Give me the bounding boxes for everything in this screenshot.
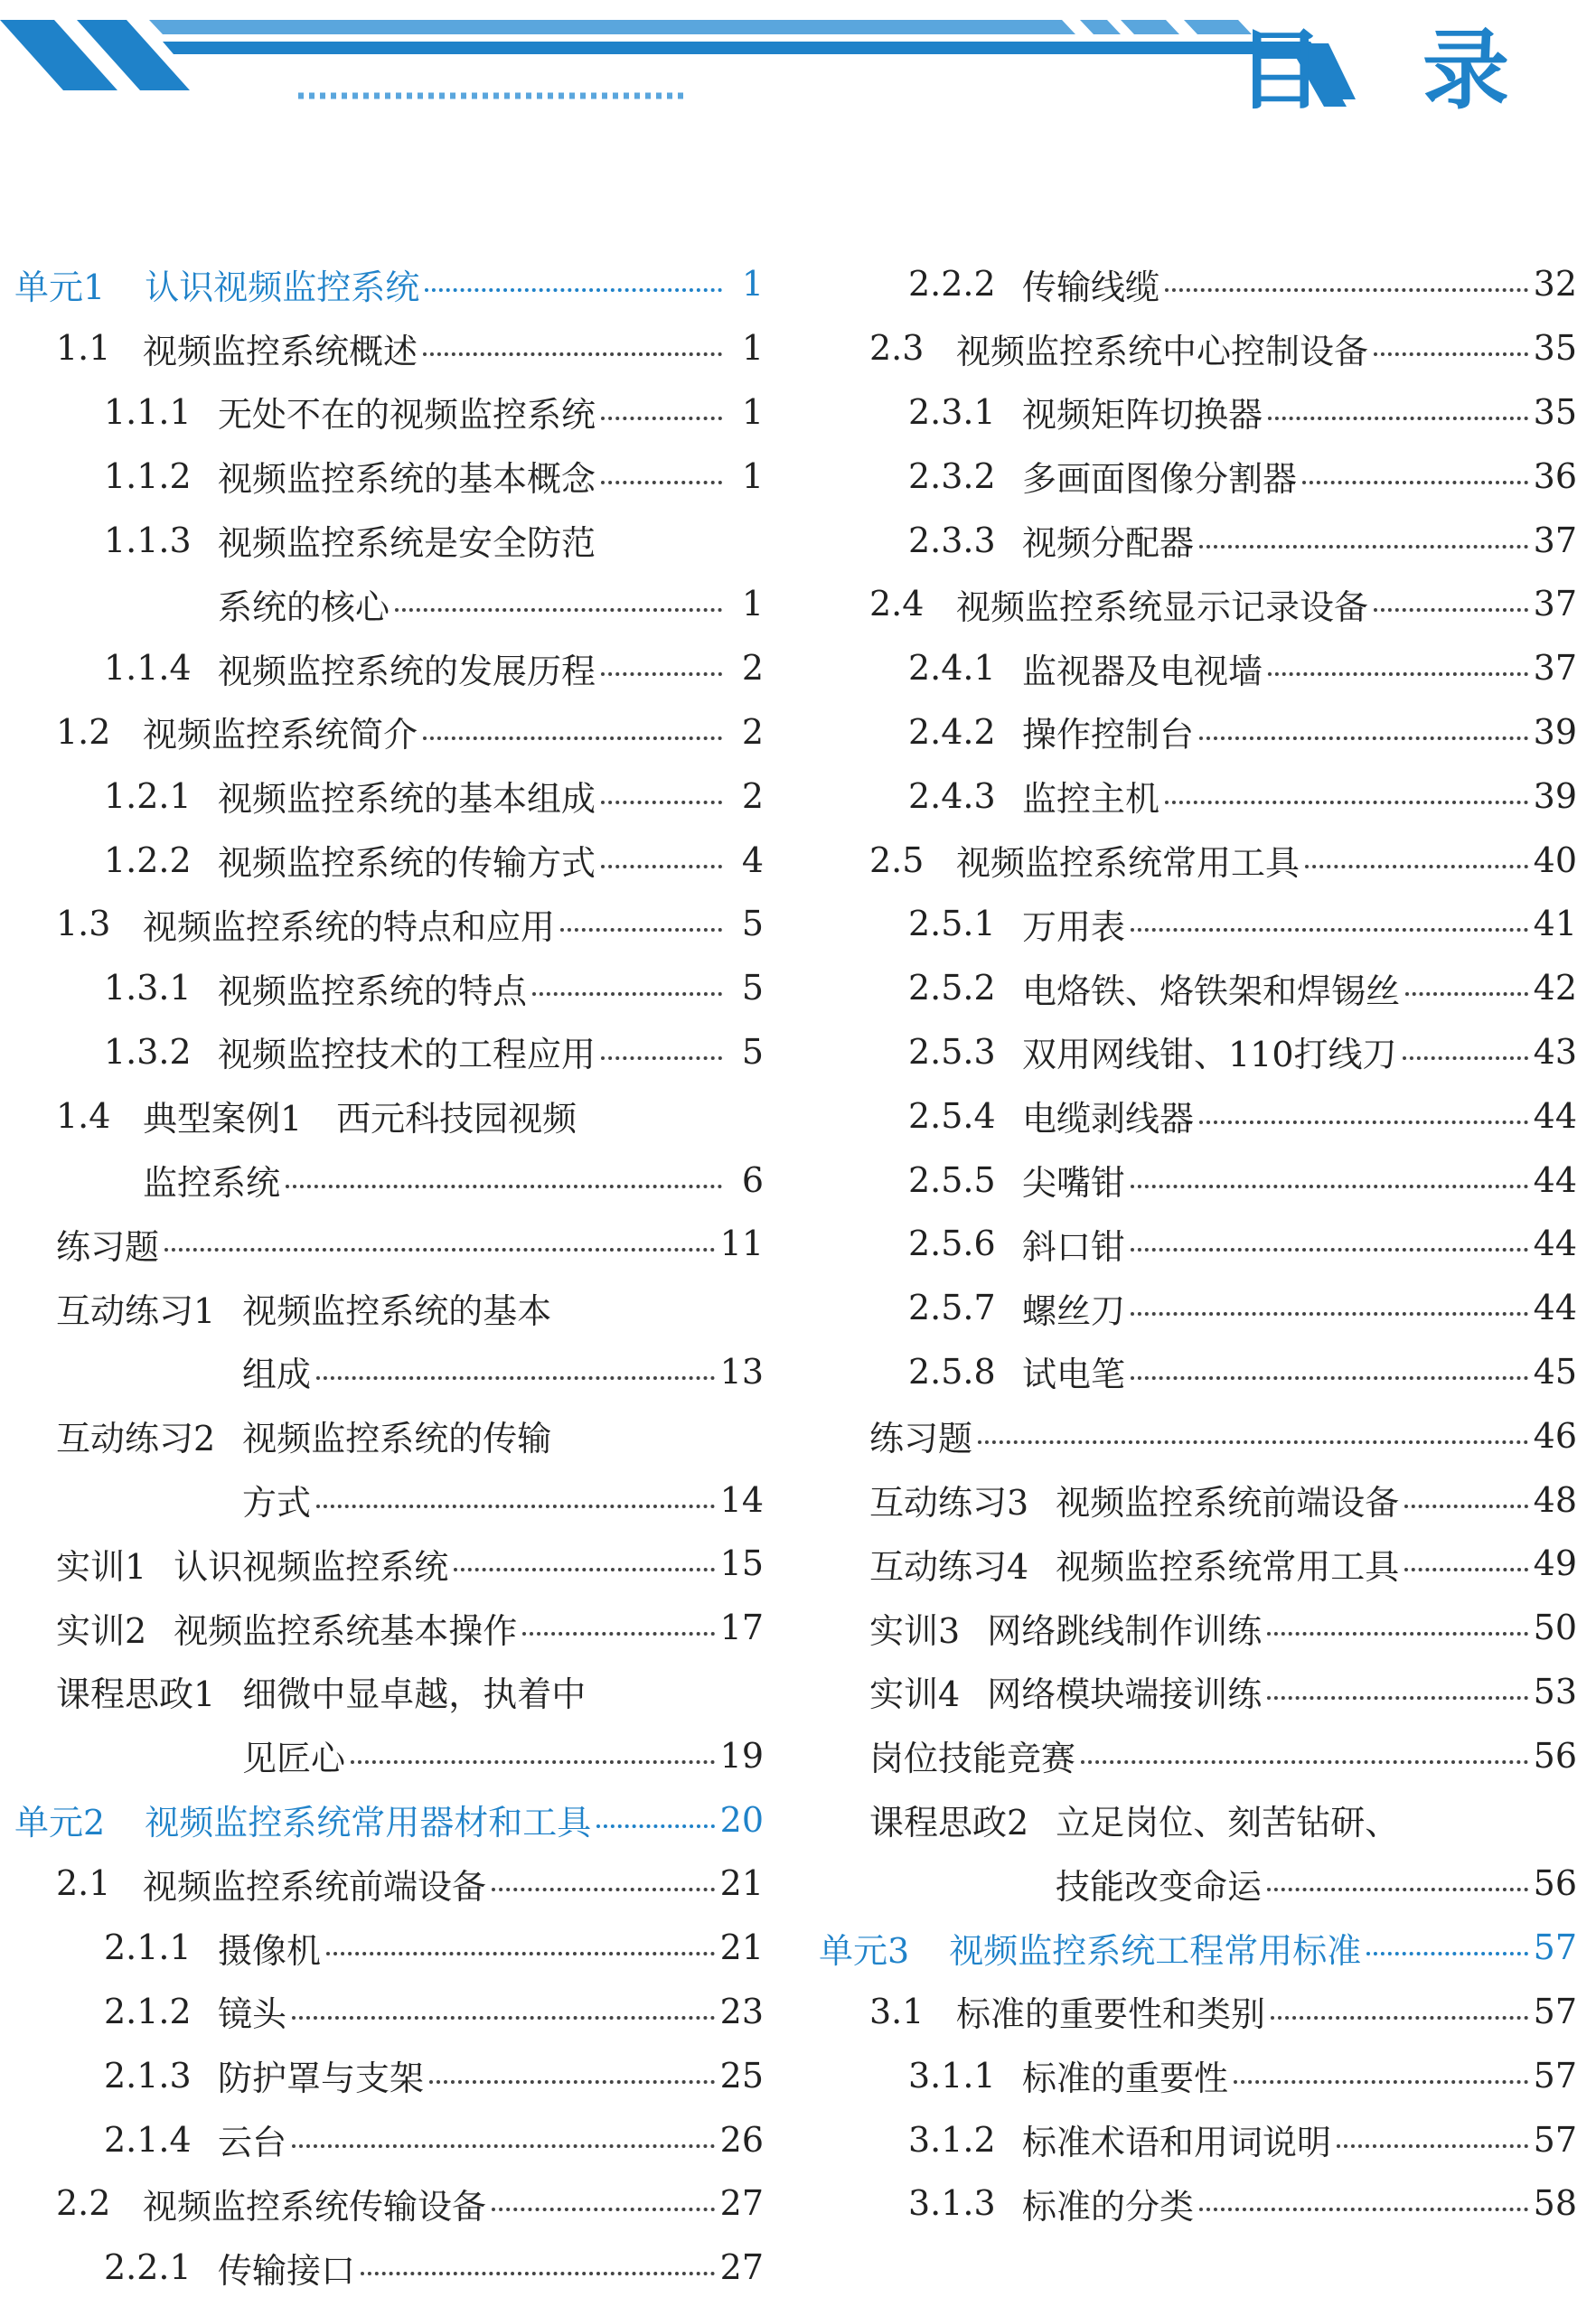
- toc-entry-title: 操作控制台: [1022, 715, 1195, 755]
- toc-entry-title: 螺丝刀: [1022, 1290, 1126, 1331]
- toc-entry-title: 视频监控系统显示记录设备: [956, 586, 1369, 627]
- dot-leader: [292, 2016, 715, 2020]
- toc-entry[interactable]: [804, 380, 1577, 445]
- toc-entry-page-number: 44: [1533, 1288, 1577, 1328]
- toc-entry-page-number: 39: [1533, 775, 1577, 816]
- toc-entry-page-number: 41: [1533, 904, 1577, 944]
- toc-entry-title: 视频监控系统的基本组成: [218, 779, 596, 820]
- dot-leader: [1267, 1696, 1527, 1700]
- toc-entry-title: 云台: [218, 2123, 287, 2162]
- toc-entry-page-number: 49: [1533, 1543, 1577, 1584]
- toc-entry[interactable]: [0, 1532, 764, 1596]
- toc-entry-title: 标准术语和用词说明: [1022, 2123, 1332, 2162]
- toc-entry-title: 视频监控系统的传输: [242, 1419, 552, 1459]
- toc-entry-title: 典型案例1 西元科技园视频: [143, 1099, 577, 1139]
- toc-entry[interactable]: [804, 700, 1577, 764]
- toc-entry-page-number: 21: [719, 1927, 764, 1968]
- toc-entry-title: 防护罩与支架: [218, 2058, 425, 2099]
- toc-entry-number: 2.5.4: [908, 1095, 996, 1136]
- toc-entry-number: 2.5.2: [908, 968, 996, 1008]
- toc-entry-page-number: 1: [741, 264, 764, 305]
- toc-entry[interactable]: [0, 828, 764, 892]
- toc-entry-page-number: 2: [741, 648, 764, 689]
- toc-entry-page-number: 57: [1533, 2119, 1577, 2160]
- dot-leader: [1268, 672, 1528, 676]
- toc-entry[interactable]: [0, 1852, 764, 1916]
- toc-entry-number: 1.3: [56, 904, 111, 944]
- toc-entry-number: 2.4.3: [908, 775, 996, 816]
- toc-entry[interactable]: [804, 892, 1577, 956]
- toc-entry-title: 视频分配器: [1022, 523, 1195, 564]
- toc-entry-title: 认识视频监控系统: [145, 267, 420, 307]
- toc-entry[interactable]: [0, 700, 764, 764]
- toc-entry-page-number: 27: [719, 2183, 764, 2224]
- toc-entry-page-number: 57: [1533, 1927, 1577, 1968]
- toc-entry-title: 电烙铁、烙铁架和焊锡丝: [1022, 971, 1401, 1011]
- toc-entry-title: 细微中显卓越，执着中: [242, 1674, 587, 1715]
- toc-entry-page-number: 50: [1533, 1608, 1577, 1648]
- toc-entry-number: 2.5.8: [908, 1351, 996, 1392]
- dot-leader: [1131, 928, 1528, 932]
- toc-entry-page-number: 42: [1533, 968, 1577, 1008]
- toc-entry[interactable]: [0, 2236, 764, 2300]
- dot-leader: [1131, 1248, 1528, 1252]
- toc-entry[interactable]: [804, 252, 1577, 316]
- toc-entry-number: 1.2: [56, 711, 111, 752]
- toc-entry-title: 视频监控系统中心控制设备: [956, 331, 1369, 371]
- toc-entry[interactable]: [0, 1276, 764, 1404]
- dot-leader: [532, 992, 722, 996]
- toc-entry[interactable]: [0, 1660, 764, 1788]
- toc-entry-number: 3.1: [869, 1991, 925, 2031]
- toc-entry-page-number: 58: [1533, 2183, 1577, 2224]
- dot-leader: [286, 1185, 722, 1188]
- toc-entry-number: 单元3: [819, 1930, 910, 1971]
- dot-leader: [601, 417, 722, 420]
- toc-entry-page-number: 13: [719, 1351, 764, 1392]
- toc-entry-title: 镜头: [218, 1994, 287, 2035]
- toc-entry[interactable]: [0, 1020, 764, 1084]
- toc-entry[interactable]: [0, 1596, 764, 1660]
- toc-entry-number: 1.2.1: [104, 775, 192, 816]
- toc-entry-title: 视频监控系统常用工具: [1056, 1546, 1400, 1587]
- dot-leader: [1131, 1312, 1528, 1316]
- toc-entry-page-number: 32: [1533, 264, 1577, 305]
- dot-leader: [1199, 2208, 1528, 2211]
- toc-entry-title: 视频监控系统常用工具: [956, 843, 1300, 884]
- dot-leader: [522, 1632, 714, 1636]
- toc-entry[interactable]: [804, 1468, 1577, 1532]
- toc-entry-title: 立足岗位、刻苦钻研、: [1056, 1803, 1400, 1843]
- toc-entry-page-number: 2: [741, 711, 764, 752]
- toc-entry[interactable]: [0, 956, 764, 1020]
- toc-entry-title: 电缆剥线器: [1022, 1099, 1195, 1139]
- toc-entry[interactable]: [804, 636, 1577, 700]
- dot-leader: [164, 1248, 715, 1252]
- toc-entry-number: 3.1.3: [908, 2183, 996, 2224]
- dot-leader: [423, 352, 722, 356]
- toc-entry-title: 视频监控系统的发展历程: [218, 651, 596, 691]
- toc-entry[interactable]: [0, 1212, 764, 1276]
- toc-entry-number: 1.3.1: [104, 968, 192, 1008]
- toc-entry-number: 互动练习3: [869, 1483, 1029, 1524]
- toc-entry[interactable]: [804, 828, 1577, 892]
- toc-entry-page-number: 19: [719, 1735, 764, 1776]
- toc-entry-title: 视频监控系统概述: [143, 331, 418, 371]
- toc-entry[interactable]: [804, 1212, 1577, 1276]
- toc-entry-title: 认识视频监控系统: [174, 1546, 449, 1587]
- toc-entry[interactable]: [804, 2107, 1577, 2171]
- toc-entry-number: 2.5: [869, 839, 925, 880]
- toc-entry[interactable]: [804, 1660, 1577, 1724]
- toc-entry-title-continued: 组成: [242, 1355, 312, 1395]
- toc-entry-page-number: 2: [741, 775, 764, 816]
- toc-entry-page-number: 43: [1533, 1031, 1577, 1072]
- toc-entry[interactable]: [0, 764, 764, 828]
- dot-leader: [601, 865, 722, 868]
- toc-entry-number: 2.5.5: [908, 1159, 996, 1200]
- toc-entry[interactable]: [804, 1596, 1577, 1660]
- dot-leader: [601, 801, 722, 804]
- toc-entry-title: 视频监控系统前端设备: [1056, 1483, 1400, 1524]
- toc-entry[interactable]: [804, 2043, 1577, 2107]
- toc-entry-number: 课程思政2: [869, 1803, 1029, 1843]
- toc-entry-number: 1.1: [56, 328, 111, 369]
- toc-entry[interactable]: [0, 2043, 764, 2107]
- dot-leader: [1234, 2080, 1528, 2084]
- toc-entry-page-number: 35: [1533, 391, 1577, 432]
- toc-entry-page-number: 46: [1533, 1415, 1577, 1456]
- toc-entry[interactable]: [0, 508, 764, 636]
- toc-entry-title: 多画面图像分割器: [1022, 459, 1298, 500]
- dot-leader: [1131, 1376, 1528, 1380]
- toc-entry-title: 传输接口: [218, 2250, 356, 2291]
- toc-entry-page-number: 37: [1533, 520, 1577, 560]
- toc-entry-title: 视频监控系统是安全防范: [218, 523, 596, 564]
- toc-entry-title: 岗位技能竞赛: [869, 1739, 1076, 1779]
- toc-entry[interactable]: [0, 252, 764, 316]
- toc-entry-page-number: 44: [1533, 1224, 1577, 1264]
- dot-leader: [1081, 1760, 1528, 1764]
- toc-entry-title: 网络模块端接训练: [987, 1674, 1263, 1715]
- toc-entry-number: 2.1.2: [104, 1991, 192, 2031]
- dot-leader: [1271, 2016, 1528, 2020]
- toc-entry-title: 视频监控系统的特点和应用: [143, 906, 556, 947]
- dot-leader: [425, 288, 722, 292]
- toc-entry[interactable]: [0, 316, 764, 380]
- toc-entry-number: 课程思政1: [56, 1674, 216, 1715]
- toc-entry-title: 练习题: [869, 1419, 973, 1459]
- toc-entry-page-number: 5: [741, 1031, 764, 1072]
- toc-entry-title-continued: 监控系统: [143, 1163, 281, 1204]
- toc-entry-number: 2.3.1: [908, 391, 996, 432]
- toc-entry[interactable]: [804, 1276, 1577, 1340]
- toc-entry-page-number: 45: [1533, 1351, 1577, 1392]
- dot-leader: [1374, 352, 1528, 356]
- dot-leader: [351, 1760, 715, 1764]
- toc-entry-page-number: 40: [1533, 839, 1577, 880]
- toc-entry-number: 2.2.2: [908, 264, 996, 305]
- toc-entry-number: 2.4.1: [908, 648, 996, 689]
- toc-entry[interactable]: [804, 1083, 1577, 1148]
- toc-entry-number: 2.5.1: [908, 904, 996, 944]
- toc-entry-page-number: 39: [1533, 711, 1577, 752]
- dot-leader: [423, 736, 722, 740]
- toc-entry[interactable]: [0, 380, 764, 445]
- dot-leader: [1267, 1632, 1527, 1636]
- toc-entry-page-number: 1: [741, 391, 764, 432]
- toc-entry-number: 2.1: [56, 1863, 111, 1904]
- toc-entry-number: 1.1.2: [104, 455, 192, 496]
- toc-entry-page-number: 44: [1533, 1095, 1577, 1136]
- toc-entry-title: 视频监控系统工程常用标准: [949, 1930, 1362, 1971]
- toc-entry[interactable]: [0, 1916, 764, 1980]
- toc-entry-number: 1.1.1: [104, 391, 192, 432]
- toc-entry-title: 双用网线钳、110打线刀: [1022, 1035, 1397, 1075]
- dot-leader: [316, 1376, 715, 1380]
- dot-leader: [1404, 1505, 1527, 1508]
- dot-leader: [1403, 1056, 1528, 1060]
- toc-entry[interactable]: [0, 636, 764, 700]
- toc-entry-number: 2.2.1: [104, 2247, 192, 2288]
- toc-entry[interactable]: [0, 2171, 764, 2236]
- toc-entry-page-number: 27: [719, 2247, 764, 2288]
- dot-leader: [454, 1568, 714, 1571]
- toc-entry-title: 视频监控系统的基本: [242, 1290, 552, 1331]
- toc-entry-number: 1.4: [56, 1095, 111, 1136]
- toc-entry-title-continued: 技能改变命运: [1056, 1866, 1263, 1907]
- toc-entry-number: 3.1.2: [908, 2119, 996, 2160]
- page-title: 目 录: [1236, 20, 1544, 121]
- toc-entry-number: 2.2: [56, 2183, 111, 2224]
- toc-entry[interactable]: [804, 1980, 1577, 2044]
- toc-entry-title: 视频监控系统的基本概念: [218, 459, 596, 500]
- toc-entry[interactable]: [804, 1340, 1577, 1404]
- toc-entry-number: 2.4.2: [908, 711, 996, 752]
- toc-entry-number: 单元1: [14, 267, 106, 307]
- dot-leader: [1404, 1568, 1527, 1571]
- toc-entry-page-number: 21: [719, 1863, 764, 1904]
- toc-entry-number: 2.4: [869, 584, 925, 624]
- header-banner: [0, 0, 1596, 136]
- toc-entry-title-continued: 方式: [242, 1483, 312, 1524]
- dot-leader: [1165, 288, 1528, 292]
- dot-leader: [1305, 865, 1528, 868]
- toc-entry[interactable]: [804, 1148, 1577, 1212]
- toc-entry-title: 视频监控系统的特点: [218, 971, 528, 1011]
- dot-leader: [978, 1440, 1528, 1444]
- toc-entry-number: 实训1: [56, 1546, 147, 1587]
- dot-leader: [1267, 1888, 1528, 1891]
- dot-leader: [1165, 801, 1528, 804]
- toc-entry-number: 互动练习2: [56, 1419, 216, 1459]
- toc-entry-title: 网络跳线制作训练: [987, 1610, 1263, 1651]
- dot-leader: [1337, 2144, 1528, 2148]
- toc-entry[interactable]: [0, 892, 764, 956]
- toc-entry-number: 1.1.3: [104, 520, 192, 560]
- toc-entry-title: 标准的重要性和类别: [956, 1994, 1266, 2035]
- toc-entry[interactable]: [804, 316, 1577, 380]
- toc-entry-page-number: 14: [719, 1479, 764, 1520]
- toc-entry-page-number: 57: [1533, 2055, 1577, 2096]
- toc-entry-title: 标准的重要性: [1022, 2058, 1229, 2099]
- toc-entry-number: 2.1.3: [104, 2055, 192, 2096]
- toc-entry[interactable]: [804, 508, 1577, 572]
- toc-entry-number: 1.2.2: [104, 839, 192, 880]
- toc-entry-page-number: 56: [1533, 1735, 1577, 1776]
- toc-entry-title: 尖嘴钳: [1022, 1163, 1126, 1204]
- toc-entry-number: 2.3: [869, 328, 925, 369]
- toc-entry-title: 试电笔: [1022, 1355, 1126, 1395]
- toc-entry-page-number: 26: [719, 2119, 764, 2160]
- toc-entry-page-number: 1: [741, 328, 764, 369]
- toc-entry-page-number: 37: [1533, 584, 1577, 624]
- toc-entry[interactable]: [804, 572, 1577, 636]
- toc-entry-number: 2.5.6: [908, 1224, 996, 1264]
- toc-entry-number: 2.1.4: [104, 2119, 192, 2160]
- toc-entry-page-number: 36: [1533, 455, 1577, 496]
- dot-leader: [1302, 481, 1528, 484]
- dot-leader: [1199, 545, 1528, 549]
- dot-leader: [326, 1952, 715, 1955]
- dot-leader: [316, 1505, 715, 1508]
- toc-entry[interactable]: [804, 1723, 1577, 1787]
- dot-leader: [1366, 1952, 1527, 1955]
- toc-entry[interactable]: [0, 2107, 764, 2171]
- toc-entry-title: 无处不在的视频监控系统: [218, 395, 596, 436]
- toc-entry-title: 视频监控系统常用器材和工具: [145, 1803, 592, 1843]
- dot-leader: [292, 2144, 715, 2148]
- toc-entry-number: 2.5.7: [908, 1288, 996, 1328]
- toc-entry-title: 传输线缆: [1022, 267, 1160, 307]
- toc-entry-title: 视频监控系统传输设备: [143, 2186, 487, 2227]
- dot-leader: [361, 2272, 715, 2275]
- dot-leader: [1405, 992, 1528, 996]
- toc-entry-title: 斜口钳: [1022, 1226, 1126, 1267]
- toc-entry-number: 1.1.4: [104, 648, 192, 689]
- toc-entry-page-number: 11: [719, 1224, 764, 1264]
- toc-entry-number: 互动练习1: [56, 1290, 216, 1331]
- toc-entry-page-number: 44: [1533, 1159, 1577, 1200]
- dot-leader: [1199, 1121, 1528, 1124]
- toc-entry-page-number: 25: [719, 2055, 764, 2096]
- dot-leader: [492, 2208, 715, 2211]
- toc-entry-page-number: 6: [741, 1159, 764, 1200]
- dot-leader: [395, 608, 722, 612]
- toc-entry-title: 万用表: [1022, 906, 1126, 947]
- toc-entry-title: 视频监控技术的工程应用: [218, 1035, 596, 1075]
- toc-entry-title: 监控主机: [1022, 779, 1160, 820]
- toc-entry-page-number: 15: [719, 1543, 764, 1584]
- toc-entry-page-number: 56: [1533, 1863, 1577, 1904]
- dot-leader: [601, 481, 722, 484]
- toc-entry[interactable]: [804, 764, 1577, 828]
- toc-entry-title: 摄像机: [218, 1930, 322, 1971]
- toc-entry[interactable]: [804, 1532, 1577, 1596]
- toc-entry-title-continued: 系统的核心: [218, 586, 390, 627]
- toc-entry[interactable]: [804, 1020, 1577, 1084]
- toc-entry-number: 2.3.3: [908, 520, 996, 560]
- toc-entry-number: 2.5.3: [908, 1031, 996, 1072]
- toc-entry-page-number: 5: [741, 968, 764, 1008]
- toc-entry-number: 实训3: [869, 1610, 961, 1651]
- toc-entry-page-number: 1: [741, 455, 764, 496]
- toc-entry[interactable]: [0, 1787, 764, 1852]
- toc-entry[interactable]: [804, 956, 1577, 1020]
- toc-entry-page-number: 53: [1533, 1671, 1577, 1711]
- toc-entry-number: 2.3.2: [908, 455, 996, 496]
- toc-entry[interactable]: [804, 444, 1577, 508]
- toc-entry-page-number: 57: [1533, 1991, 1577, 2031]
- toc-entry-number: 互动练习4: [869, 1546, 1029, 1587]
- toc-entry[interactable]: [0, 1403, 764, 1532]
- toc-entry-number: 3.1.1: [908, 2055, 996, 2096]
- toc-entry[interactable]: [804, 2171, 1577, 2236]
- dot-leader: [1374, 608, 1528, 612]
- toc-entry-title: 练习题: [56, 1226, 160, 1267]
- toc-entry-title-continued: 见匠心: [242, 1739, 346, 1779]
- toc-entry[interactable]: [0, 1083, 764, 1212]
- dot-leader: [429, 2080, 715, 2084]
- dot-leader: [601, 672, 722, 676]
- toc-column-right: [804, 252, 1577, 2236]
- toc-entry-title: 视频监控系统基本操作: [174, 1610, 518, 1651]
- toc-column-left: [0, 252, 764, 2300]
- toc-entry-number: 1.3.2: [104, 1031, 192, 1072]
- toc-entry[interactable]: [804, 1916, 1577, 1980]
- toc-entry-page-number: 48: [1533, 1479, 1577, 1520]
- dot-leader: [1199, 736, 1528, 740]
- toc-entry-title: 视频监控系统前端设备: [143, 1866, 487, 1907]
- toc-entry-number: 单元2: [14, 1803, 106, 1843]
- toc-entry-number: 实训4: [869, 1674, 961, 1715]
- toc-entry-page-number: 17: [719, 1608, 764, 1648]
- dot-leader: [560, 928, 722, 932]
- dot-leader: [492, 1888, 715, 1891]
- toc-entry[interactable]: [804, 1403, 1577, 1468]
- toc-entry[interactable]: [804, 1787, 1577, 1916]
- toc-entry-number: 2.1.1: [104, 1927, 192, 1968]
- toc-entry-page-number: 4: [741, 839, 764, 880]
- dot-leader: [596, 1824, 714, 1828]
- toc-entry-page-number: 20: [719, 1799, 764, 1840]
- toc-entry-page-number: 37: [1533, 648, 1577, 689]
- dot-leader: [1268, 417, 1528, 420]
- toc-entry-title: 视频监控系统的传输方式: [218, 843, 596, 884]
- toc-entry-number: 实训2: [56, 1610, 147, 1651]
- toc-entry[interactable]: [0, 444, 764, 508]
- toc-entry-title: 视频监控系统简介: [143, 715, 418, 755]
- toc-entry-page-number: 1: [741, 584, 764, 624]
- toc-entry-page-number: 23: [719, 1991, 764, 2031]
- toc-entry-page-number: 5: [741, 904, 764, 944]
- dot-leader: [601, 1056, 722, 1060]
- dot-leader: [1131, 1185, 1528, 1188]
- toc-entry-page-number: 35: [1533, 328, 1577, 369]
- toc-entry-title: 监视器及电视墙: [1022, 651, 1263, 691]
- toc-entry[interactable]: [0, 1980, 764, 2044]
- toc-entry-title: 标准的分类: [1022, 2186, 1195, 2227]
- toc-entry-title: 视频矩阵切换器: [1022, 395, 1263, 436]
